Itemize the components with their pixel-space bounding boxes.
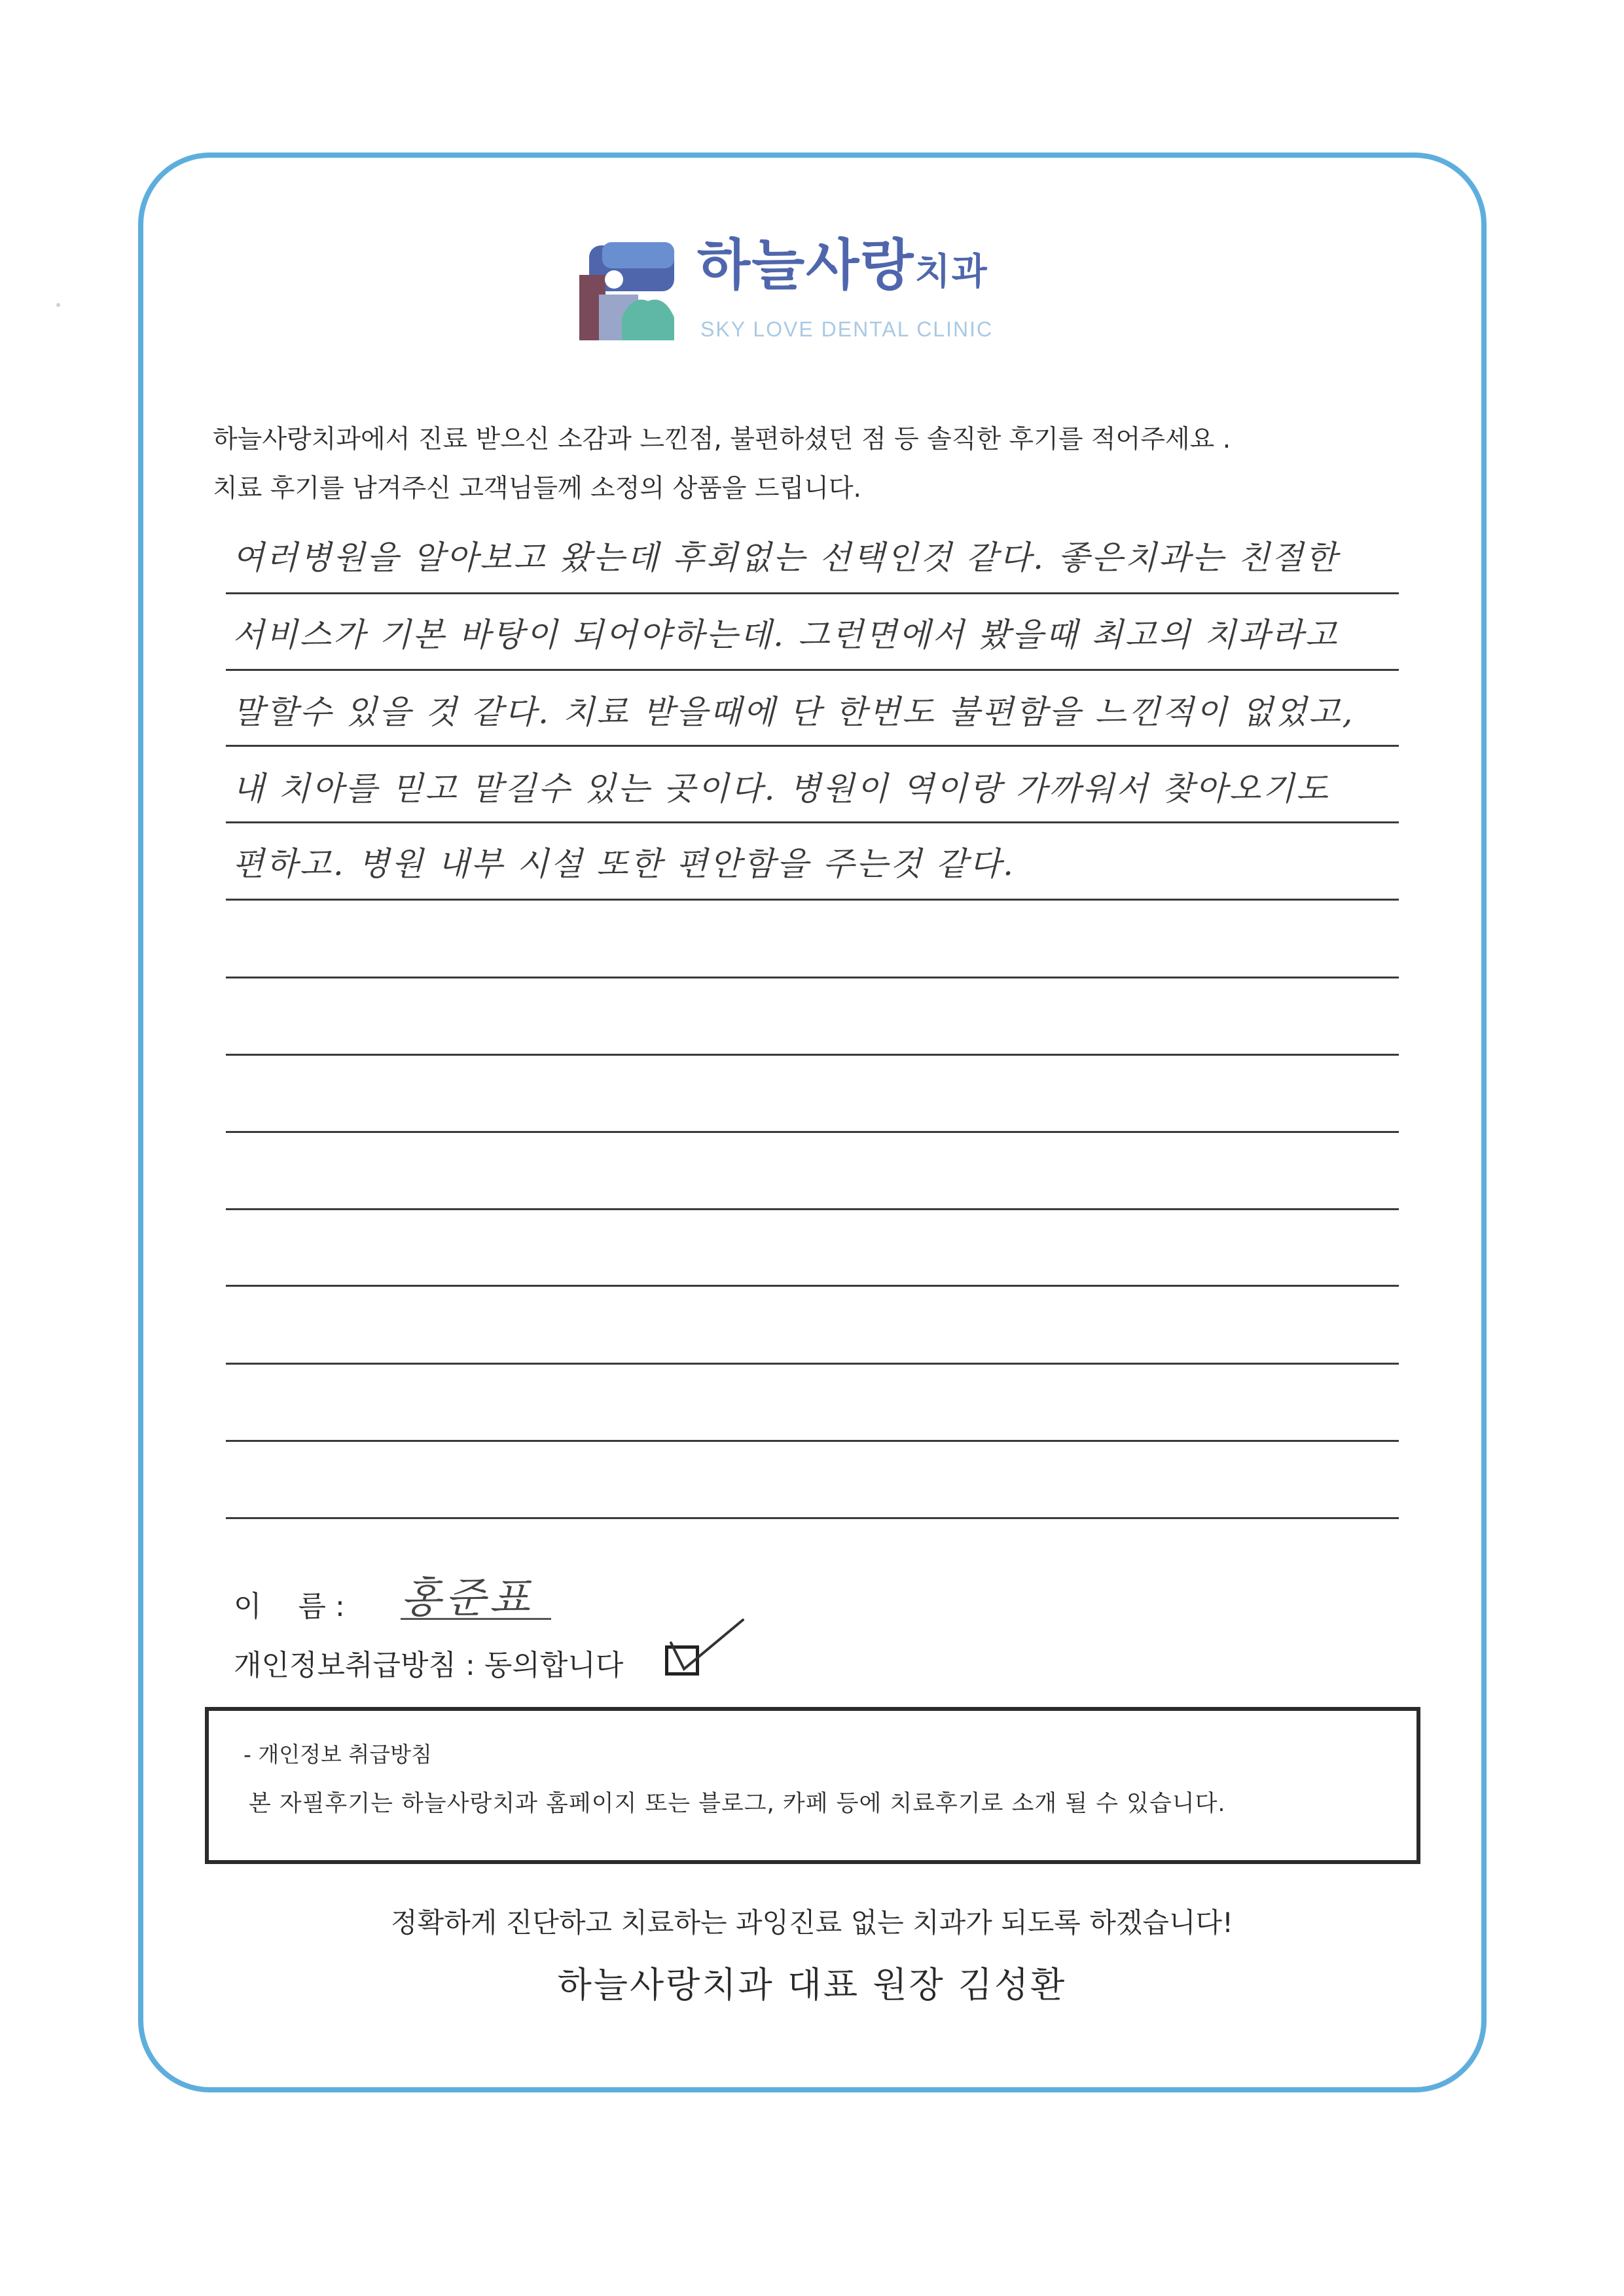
handwritten-line-3: 말할수 있을 것 같다. 치료 받을때에 단 한번도 불편함을 느낀적이 없었고, bbox=[232, 693, 1355, 731]
writing-rule bbox=[226, 1363, 1399, 1365]
writing-rule bbox=[226, 899, 1399, 901]
tooth-logo-icon bbox=[576, 232, 684, 344]
writing-rule bbox=[226, 1054, 1399, 1056]
intro-line-1: 하늘사랑치과에서 진료 받으신 소감과 느낀점, 불편하셨던 점 등 솔직한 후기를 적어주세요 . bbox=[213, 425, 1231, 454]
director-signature-line: 하늘사랑치과 대표 원장 김성환 bbox=[557, 1964, 1067, 2005]
writing-rule bbox=[226, 1131, 1399, 1133]
writing-rule bbox=[226, 821, 1399, 823]
writing-rule bbox=[226, 1285, 1399, 1287]
name-label: 이 름 : bbox=[234, 1590, 345, 1623]
writing-rule bbox=[226, 977, 1399, 978]
closing-promise: 정확하게 진단하고 치료하는 과잉진료 없는 치과가 되도록 하겠습니다! bbox=[391, 1907, 1233, 1939]
handwritten-line-5: 편하고. 병원 내부 시설 또한 편안함을 주는것 같다. bbox=[232, 845, 1016, 883]
writing-rule bbox=[226, 745, 1399, 747]
handwritten-line-4: 내 치아를 믿고 맡길수 있는 곳이다. 병원이 역이랑 가까워서 찾아오기도 bbox=[232, 770, 1330, 808]
privacy-notice-body: 본 자필후기는 하늘사랑치과 홈페이지 또는 블로그, 카페 등에 치료후기로 소개 될 수 있습니다. bbox=[249, 1791, 1226, 1817]
handwritten-line-2: 서비스가 기본 바탕이 되어야하는데. 그런면에서 봤을때 최고의 치과라고 bbox=[232, 616, 1339, 654]
writing-rule bbox=[226, 1440, 1399, 1442]
writing-rule bbox=[226, 669, 1399, 671]
writing-rule bbox=[226, 592, 1399, 594]
check-mark-icon bbox=[658, 1607, 749, 1679]
scan-speck bbox=[56, 303, 60, 307]
privacy-notice-title: - 개인정보 취급방침 bbox=[244, 1742, 432, 1767]
privacy-consent-label: 개인정보취급방침 : 동의합니다 bbox=[234, 1649, 624, 1682]
handwritten-line-1: 여러병원을 알아보고 왔는데 후회없는 선택인것 같다. 좋은치과는 친절한 bbox=[232, 539, 1339, 577]
logo-title-small: 치과 bbox=[914, 251, 988, 293]
name-underline bbox=[401, 1618, 551, 1620]
writing-rule bbox=[226, 1517, 1399, 1519]
clinic-name-english: SKY LOVE DENTAL CLINIC bbox=[700, 317, 994, 341]
clinic-logo bbox=[576, 232, 1047, 350]
logo-title-main: 하늘사랑 bbox=[697, 233, 915, 297]
writing-rule bbox=[226, 1208, 1399, 1210]
intro-line-2: 치료 후기를 남겨주신 고객님들께 소정의 상품을 드립니다. bbox=[213, 474, 861, 503]
name-signature: 홍준표 bbox=[401, 1574, 534, 1623]
clinic-name-korean bbox=[697, 232, 988, 305]
